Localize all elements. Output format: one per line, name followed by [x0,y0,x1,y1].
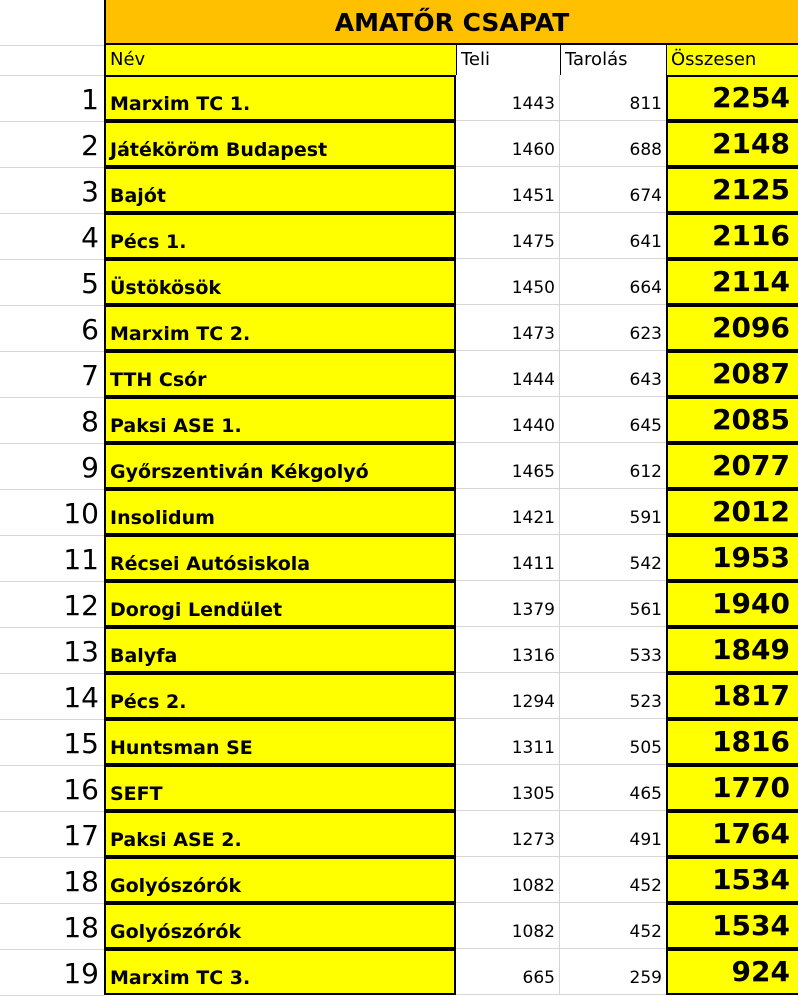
gridline [0,45,104,46]
row-rank[interactable]: 16 [63,773,99,806]
row-osszesen[interactable]: 1953 [666,535,798,581]
row-team-name[interactable]: Pécs 1. [104,213,456,259]
row-team-name[interactable]: Üstökösök [104,259,456,305]
row-teli[interactable]: 1411 [456,535,560,581]
row-rank[interactable]: 2 [81,129,99,162]
row-tarolas[interactable]: 491 [560,811,666,857]
row-osszesen[interactable]: 2116 [666,213,798,259]
row-team-name[interactable]: Dorogi Lendület [104,581,456,627]
header-osszesen[interactable]: Összesen [666,45,798,75]
row-osszesen[interactable]: 2096 [666,305,798,351]
row-rank[interactable]: 3 [81,175,99,208]
row-team-name[interactable]: Golyószórók [104,903,456,949]
row-osszesen[interactable]: 1849 [666,627,798,673]
row-osszesen[interactable]: 2148 [666,121,798,167]
row-tarolas[interactable]: 641 [560,213,666,259]
row-rank[interactable]: 1 [81,83,99,116]
row-tarolas[interactable]: 465 [560,765,666,811]
row-tarolas[interactable]: 259 [560,949,666,995]
row-osszesen[interactable]: 1534 [666,857,798,903]
row-tarolas[interactable]: 664 [560,259,666,305]
row-teli[interactable]: 1273 [456,811,560,857]
header-name[interactable]: Név [104,45,456,75]
row-osszesen[interactable]: 1816 [666,719,798,765]
row-teli[interactable]: 1473 [456,305,560,351]
row-teli[interactable]: 1460 [456,121,560,167]
row-team-name[interactable]: Marxim TC 1. [104,75,456,121]
row-rank[interactable]: 18 [63,865,99,898]
row-osszesen[interactable]: 2085 [666,397,798,443]
row-rank[interactable]: 19 [63,957,99,990]
row-tarolas[interactable]: 523 [560,673,666,719]
row-rank[interactable]: 11 [63,543,99,576]
row-tarolas[interactable]: 542 [560,535,666,581]
row-rank[interactable]: 12 [63,589,99,622]
row-rank[interactable]: 7 [81,359,99,392]
row-tarolas[interactable]: 623 [560,305,666,351]
row-tarolas[interactable]: 811 [560,75,666,121]
row-rank[interactable]: 10 [63,497,99,530]
row-tarolas[interactable]: 674 [560,167,666,213]
row-rank[interactable]: 5 [81,267,99,300]
row-teli[interactable]: 1465 [456,443,560,489]
row-teli[interactable]: 1444 [456,351,560,397]
row-teli[interactable]: 1421 [456,489,560,535]
row-teli[interactable]: 1475 [456,213,560,259]
row-teli[interactable]: 1305 [456,765,560,811]
row-tarolas[interactable]: 452 [560,903,666,949]
row-teli[interactable]: 1311 [456,719,560,765]
row-teli[interactable]: 665 [456,949,560,995]
row-osszesen[interactable]: 2077 [666,443,798,489]
row-tarolas[interactable]: 505 [560,719,666,765]
row-team-name[interactable]: Játéköröm Budapest [104,121,456,167]
row-teli[interactable]: 1082 [456,857,560,903]
row-team-name[interactable]: Marxim TC 2. [104,305,456,351]
row-teli[interactable]: 1294 [456,673,560,719]
row-rank[interactable]: 18 [63,911,99,944]
row-rank[interactable]: 14 [63,681,99,714]
row-team-name[interactable]: Pécs 2. [104,673,456,719]
row-team-name[interactable]: Récsei Autósiskola [104,535,456,581]
row-teli[interactable]: 1443 [456,75,560,121]
row-osszesen[interactable]: 2012 [666,489,798,535]
row-teli[interactable]: 1082 [456,903,560,949]
row-osszesen[interactable]: 2254 [666,75,798,121]
row-team-name[interactable]: Marxim TC 3. [104,949,456,995]
row-osszesen[interactable]: 1770 [666,765,798,811]
row-team-name[interactable]: TTH Csór [104,351,456,397]
table-title[interactable]: AMATŐR CSAPAT [104,0,798,45]
row-tarolas[interactable]: 452 [560,857,666,903]
row-teli[interactable]: 1316 [456,627,560,673]
row-team-name[interactable]: SEFT [104,765,456,811]
row-rank[interactable]: 4 [81,221,99,254]
row-osszesen[interactable]: 1764 [666,811,798,857]
row-teli[interactable]: 1379 [456,581,560,627]
row-teli[interactable]: 1450 [456,259,560,305]
row-tarolas[interactable]: 561 [560,581,666,627]
row-team-name[interactable]: Győrszentiván Kékgolyó [104,443,456,489]
row-tarolas[interactable]: 533 [560,627,666,673]
row-osszesen[interactable]: 1534 [666,903,798,949]
row-team-name[interactable]: Bajót [104,167,456,213]
row-team-name[interactable]: Huntsman SE [104,719,456,765]
row-tarolas[interactable]: 643 [560,351,666,397]
row-osszesen[interactable]: 2125 [666,167,798,213]
row-rank[interactable]: 8 [81,405,99,438]
row-rank[interactable]: 15 [63,727,99,760]
row-osszesen[interactable]: 924 [666,949,798,995]
row-tarolas[interactable]: 688 [560,121,666,167]
row-teli[interactable]: 1440 [456,397,560,443]
row-rank[interactable]: 13 [63,635,99,668]
row-rank[interactable]: 17 [63,819,99,852]
row-team-name[interactable]: Paksi ASE 1. [104,397,456,443]
row-tarolas[interactable]: 591 [560,489,666,535]
row-teli[interactable]: 1451 [456,167,560,213]
row-team-name[interactable]: Balyfa [104,627,456,673]
row-team-name[interactable]: Paksi ASE 2. [104,811,456,857]
header-teli[interactable]: Teli [456,45,560,75]
row-osszesen[interactable]: 1817 [666,673,798,719]
row-tarolas[interactable]: 645 [560,397,666,443]
row-osszesen[interactable]: 1940 [666,581,798,627]
row-team-name[interactable]: Golyószórók [104,857,456,903]
row-osszesen[interactable]: 2114 [666,259,798,305]
row-tarolas[interactable]: 612 [560,443,666,489]
row-rank[interactable]: 6 [81,313,99,346]
row-osszesen[interactable]: 2087 [666,351,798,397]
header-tarolas[interactable]: Tarolás [560,45,666,75]
row-team-name[interactable]: Insolidum [104,489,456,535]
row-rank[interactable]: 9 [81,451,99,484]
